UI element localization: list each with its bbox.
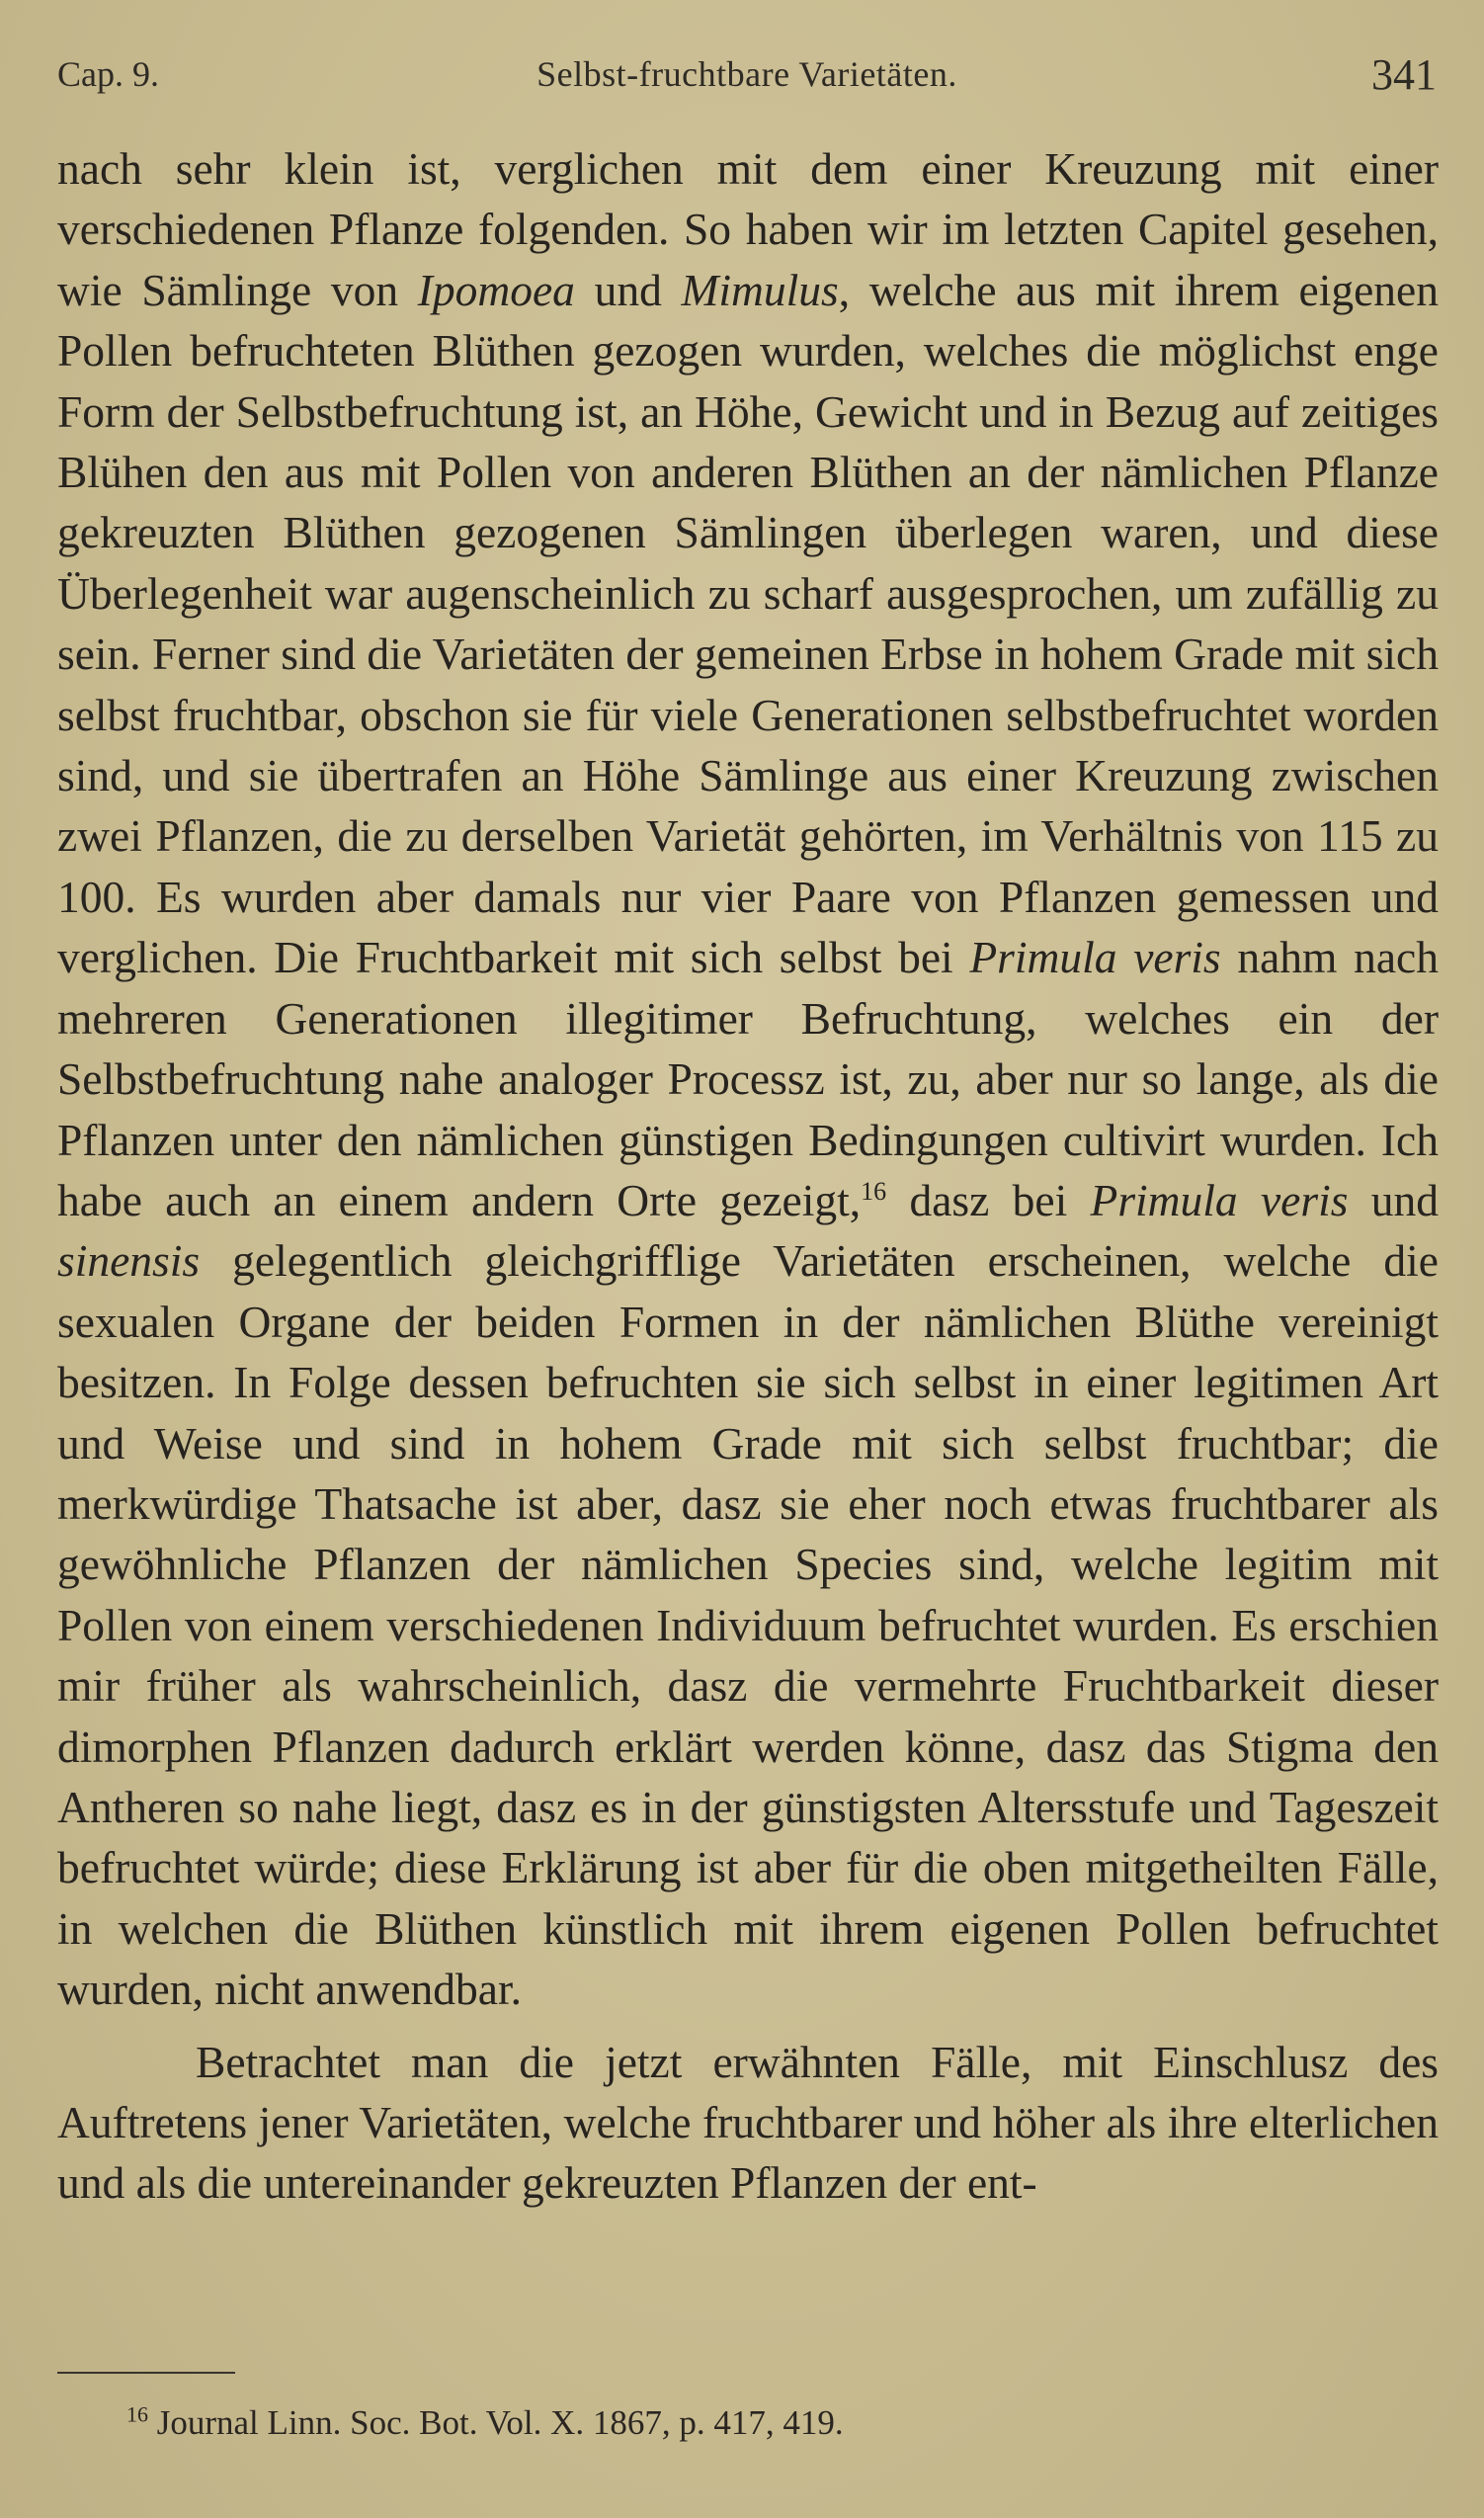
- paragraph-1: [57, 138, 1439, 2020]
- text-run: , welche aus mit ihrem eigenen Pollen befruchteten Blüthen gezogen wurden, welches die möglichst enge Form der Selbstbefruchtung ist, an Höhe, Gewicht und in Bezug auf zeitiges Blühen den aus mit Pollen von anderen Blüthen an der nämlichen Pflanze gekreuzten Blüthen gezogenen Sämlingen überlegen waren, und diese Überlegenheit war augenscheinlich zu scharf ausgesprochen, um zufällig zu sein. Ferner sind die Varietäten der gemeinen Erbse in hohem Grade mit sich selbst fruchtbar, obschon sie für viele Generationen selbstbefruchtet worden sind, und sie übertrafen an Höhe Sämlinge aus einer Kreuzung zwischen zwei Pflanzen, die zu derselben Varietät gehörten, im Verhältnis von 115 zu 100. Es wurden aber damals nur vier Paare von Pflanzen gemessen und verglichen. Die Fruchtbarkeit mit sich selbst bei: [57, 264, 1439, 983]
- text-run: dasz bei: [886, 1174, 1091, 1225]
- footnote-divider: [57, 2372, 235, 2374]
- text-run: und: [574, 264, 682, 315]
- paragraph-2: Betrachtet man die jetzt erwähnten Fälle, mit Einschlusz des Auftretens jener Varietäten, welche fruchtbarer und höher als ihre elterlichen und als die untereinander gekreuzten Pflanzen der ent-: [57, 2036, 1439, 2209]
- footnote-reference[interactable]: 16: [861, 1176, 887, 1206]
- text-run: nach sehr klein ist, verglichen mit dem einer Kreuzung mit einer verschiedenen Pflanze folgenden. So haben wir im letzten Capitel gesehen, wie Sämlinge von: [57, 143, 1439, 315]
- running-title: Selbst-fruchtbare Varietäten.: [536, 54, 957, 94]
- footnote-number: 16: [126, 2401, 148, 2427]
- chapter-label: Cap. 9.: [57, 54, 159, 94]
- main-text: [57, 138, 1439, 2214]
- page-number: 341: [1371, 50, 1437, 99]
- text-run: nahm nach mehreren Generationen illegitimer Befruchtung, welches ein der Selbstbefruchtung nahe analoger Processz ist, zu, aber nur so lange, als die Pflanzen unter den nämlichen günstigen Bedingungen cultivirt wurden. Ich habe auch an einem andern Orte gezeigt,: [57, 932, 1439, 1225]
- text-run: gelegentlich gleichgrifflige Varietäten erscheinen, welche die sexualen Organe der beiden Formen in der nämlichen Blüthe vereinigt besitzen. In Folge dessen befruchten sie sich selbst in einer legitimen Art und Weise und sind in hohem Grade mit sich selbst fruchtbar; die merkwürdige Thatsache ist aber, dasz sie eher noch etwas fruchtbarer als gewöhnliche Pflanzen der nämlichen Species sind, welche legitim mit Pollen von einem verschiedenen Individuum befruchtet wurden. Es erschien mir früher als wahrscheinlich, dasz die vermehrte Fruchtbarkeit dieser dimorphen Pflanzen dadurch erklärt werden könne, dasz das Stigma den Antheren so nahe liegt, dasz es in der günstigsten Altersstufe und Tageszeit befruchtet würde; diese Erklärung ist aber für die oben mitgetheilten Fälle, in welchen die Blüthen künstlich mit ihrem eigenen Pollen befruchtet wurden, nicht anwendbar.: [57, 1235, 1439, 2015]
- taxon-primula-veris-2: Primula veris: [1090, 1174, 1349, 1225]
- taxon-sinensis: sinensis: [57, 1235, 201, 1287]
- running-header: [57, 49, 1437, 109]
- text-run: und: [1348, 1174, 1439, 1225]
- taxon-primula-veris: Primula veris: [969, 932, 1221, 983]
- taxon-ipomoea: Ipomoea: [417, 264, 575, 315]
- taxon-mimulus: Mimulus: [681, 264, 839, 315]
- footnote-text: Journal Linn. Soc. Bot. Vol. X. 1867, p. 417, 419.: [148, 2403, 844, 2442]
- footnote: [126, 2401, 1411, 2445]
